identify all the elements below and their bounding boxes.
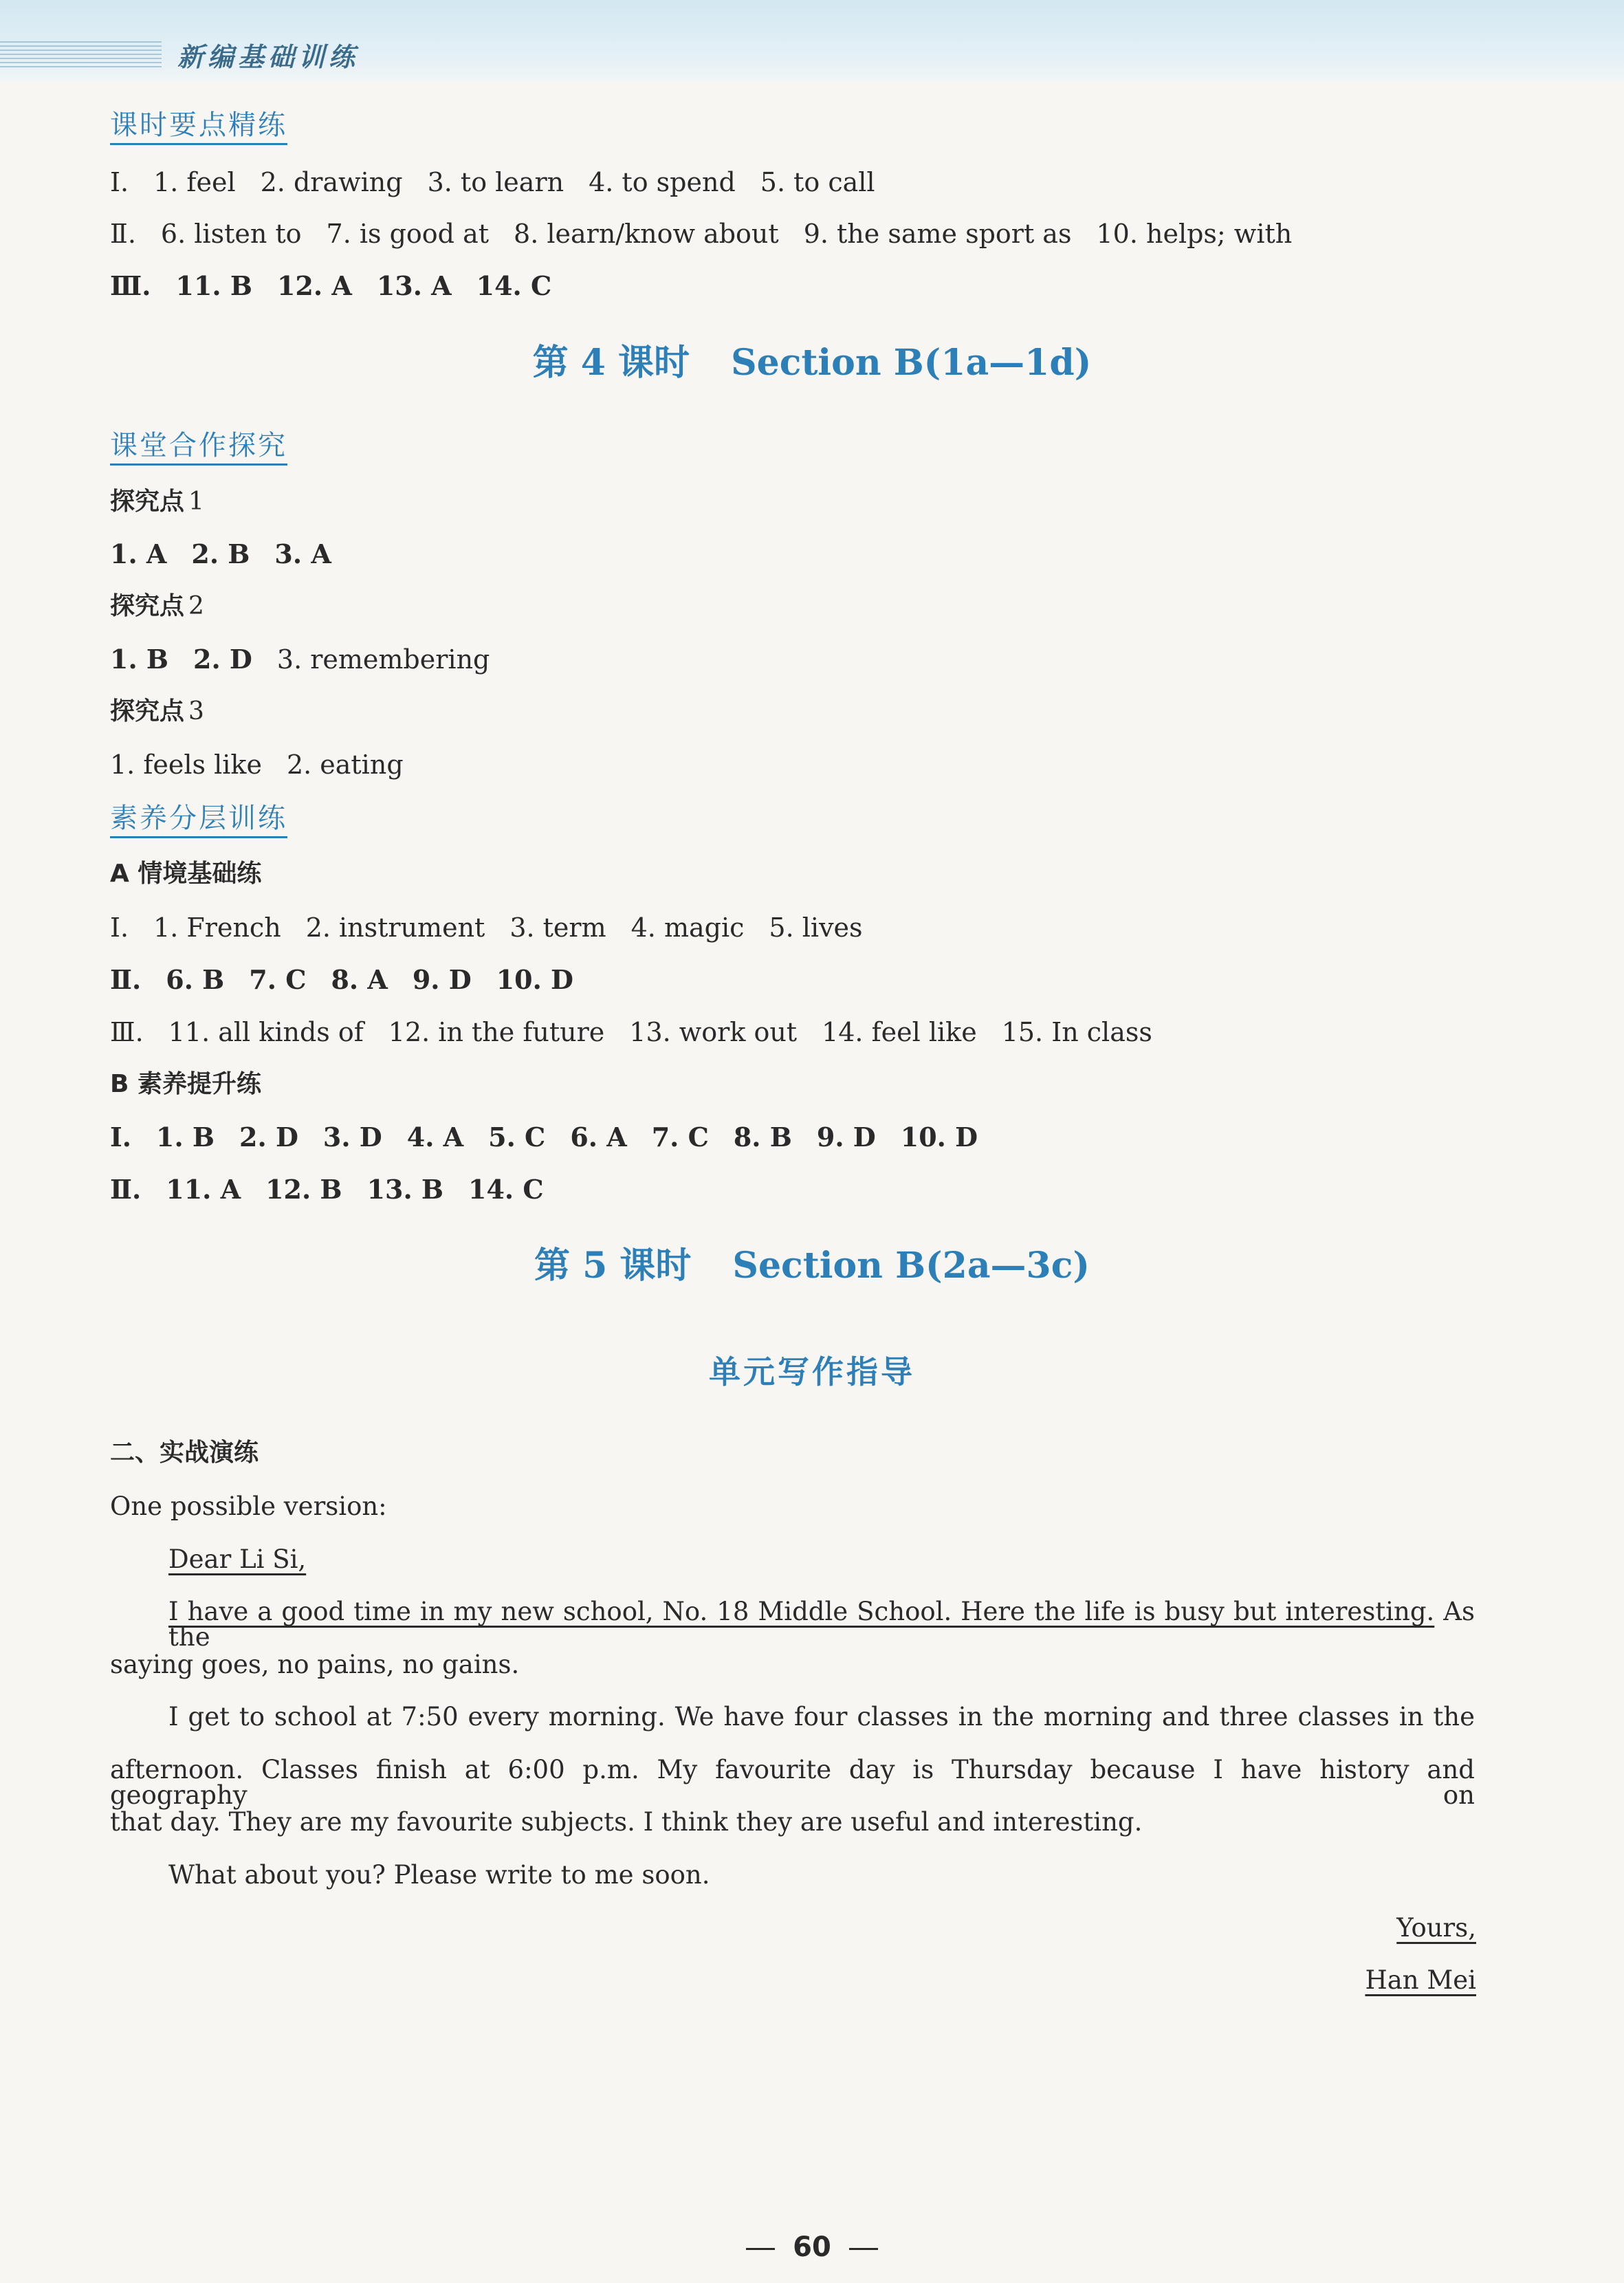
explore-point-heading: 探究点 2 [110,592,204,620]
section-title-explore: 课堂合作探究 [110,432,287,466]
section-title-layered: 素养分层训练 [110,805,287,838]
intro-line: One possible version: [110,1492,387,1521]
answer-row: Ⅲ. 11. all kinds of 12. in the future 13. work out 14. feel like 15. In class [110,1017,1152,1047]
closing: Yours, [1396,1913,1476,1943]
subsection-b-title: B 素养提升练 [110,1070,261,1098]
answer-row: Ⅱ. 6. B 7. C 8. A 9. D 10. D [110,964,573,995]
section-title-key-points: 课时要点精练 [110,111,287,145]
answer-row: Ⅱ. 6. listen to 7. is good at 8. learn/know about 9. the same sport as 10. helps; with [110,219,1293,249]
explore-point-heading: 探究点 1 [110,488,204,516]
answer-row: 1. feels like 2. eating [110,750,404,780]
answer-row: Ⅰ. 1. French 2. instrument 3. term 4. magic 5. lives [110,913,863,943]
lesson-5-heading: 第 5 课时 Section B(2a—3c) [534,1245,1090,1287]
explore-point-heading: 探究点 3 [110,697,204,725]
paragraph-1-line-1: I have a good time in my new school, No. 18 Middle School. Here the life is busy but interesting. As the [168,1597,1475,1652]
paragraph-3: What about you? Please write to me soon. [168,1860,710,1890]
paragraph-2-line-2: afternoon. Classes finish at 6:00 p.m. My favourite day is Thursday because I have history and geography on [110,1755,1475,1810]
practice-heading: 二、实战演练 [110,1439,259,1467]
answer-row: 1. B 2. D 3. remembering [110,644,490,675]
paragraph-2-line-1: I get to school at 7:50 every morning. We have four classes in the morning and three classes in the [168,1702,1475,1732]
signature: Han Mei [1365,1965,1476,1995]
answer-row: Ⅰ. 1. feel 2. drawing 3. to learn 4. to spend 5. to call [110,167,875,197]
running-header: 新编基础训练 [177,42,360,72]
page-number: 60 [0,2231,1624,2263]
header-decoration [0,41,162,69]
answer-row: 1. A 2. B 3. A [110,538,331,569]
answer-row: Ⅰ. 1. B 2. D 3. D 4. A 5. C 6. A 7. C 8. B 9. D 10. D [110,1122,978,1153]
subsection-a-title: A 情境基础练 [110,860,262,888]
writing-guide-title: 单元写作指导 [709,1353,915,1390]
paragraph-1-line-2: saying goes, no pains, no gains. [110,1650,520,1679]
answer-row: Ⅱ. 11. A 12. B 13. B 14. C [110,1174,544,1205]
answer-row: Ⅲ. 11. B 12. A 13. A 14. C [110,270,552,301]
lesson-4-heading: 第 4 课时 Section B(1a—1d) [532,342,1092,384]
paragraph-2-line-3: that day. They are my favourite subjects. I think they are useful and interesting. [110,1807,1143,1837]
greeting: Dear Li Si, [168,1544,307,1574]
